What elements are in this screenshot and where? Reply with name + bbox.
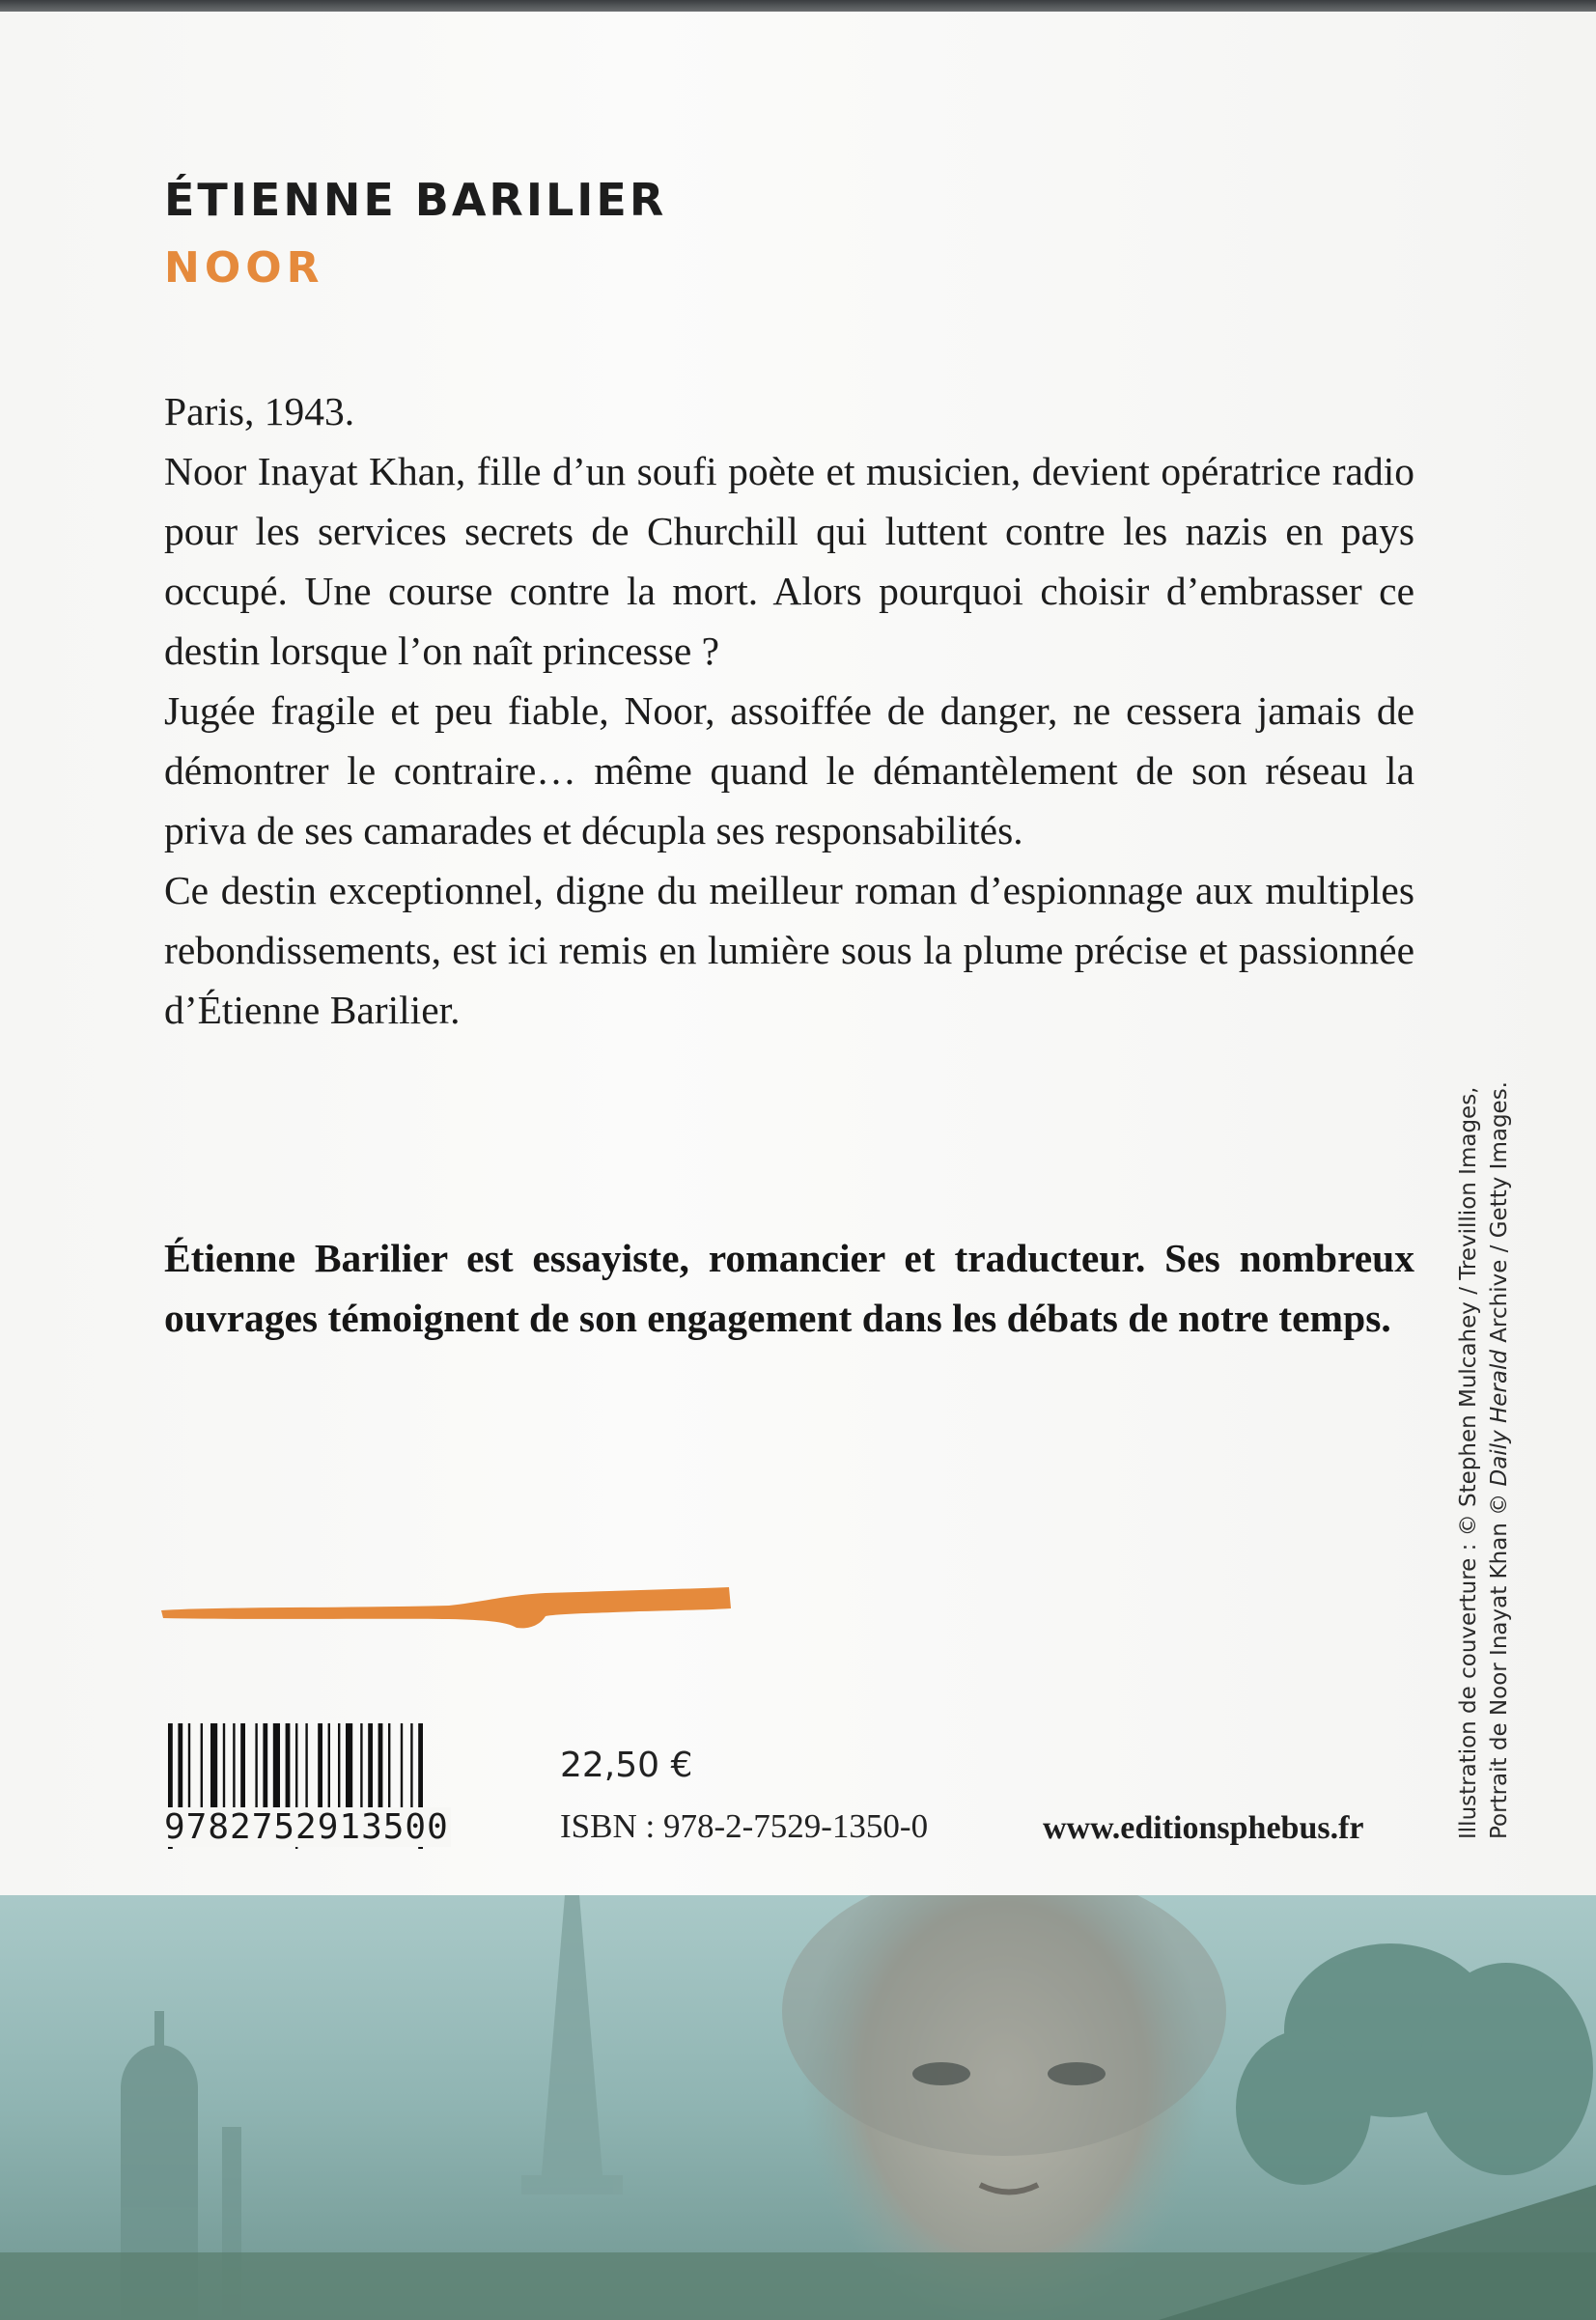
book-title: NOOR bbox=[164, 243, 324, 293]
top-edge-band bbox=[0, 0, 1596, 12]
barcode-number: 9782752913500 bbox=[164, 1807, 449, 1847]
author-bio bbox=[164, 1228, 1414, 1348]
blurb-paragraph: Ce destin exceptionnel, digne du meilleur roman d’espionnage aux multiples rebondissements, est ici remis en lumière sous la plume précise et passionnée d’Étienne Barilier. bbox=[164, 868, 1414, 1032]
blurb-paragraph: Paris, 1943. bbox=[164, 389, 355, 433]
credit-line: Illustration de couverture : © Stephen Mulcahey / Trevillion Images, bbox=[1456, 1086, 1481, 1839]
isbn: ISBN : 978-2-7529-1350-0 bbox=[560, 1807, 929, 1845]
price: 22,50 € bbox=[560, 1746, 693, 1785]
blurb-paragraph: Noor Inayat Khan, fille d’un soufi poète et musicien, devient opératrice radio pour les services secrets de Churchill qui luttent contre les nazis en pays occupé. Une course contre la mort. Alors pourquoi choisir d’embrasser ce destin lorsque l’on naît princesse ? bbox=[164, 449, 1414, 673]
cover-photo-strip bbox=[0, 1895, 1596, 2320]
author-name: ÉTIENNE BARILIER bbox=[164, 174, 667, 226]
credit-line: Portrait de Noor Inayat Khan © Daily Herald Archive / Getty Images. bbox=[1487, 1081, 1512, 1839]
author-bio-text: Étienne Barilier est essayiste, romancier et traducteur. Ses nombreux ouvrages témoignent de son engagement dans les débats de notre temps. bbox=[164, 1236, 1414, 1340]
image-credits bbox=[1453, 1081, 1515, 1839]
blurb-text bbox=[164, 381, 1414, 1040]
blurb-paragraph: Jugée fragile et peu fiable, Noor, assoiffée de danger, ne cessera jamais de démontrer le contraire… même quand le démantèlement de son réseau la priva de ses camarades et décupla ses responsabilités. bbox=[164, 688, 1414, 853]
publisher-website: www.editionsphebus.fr bbox=[1043, 1810, 1364, 1846]
orange-brush-stroke bbox=[159, 1574, 734, 1632]
